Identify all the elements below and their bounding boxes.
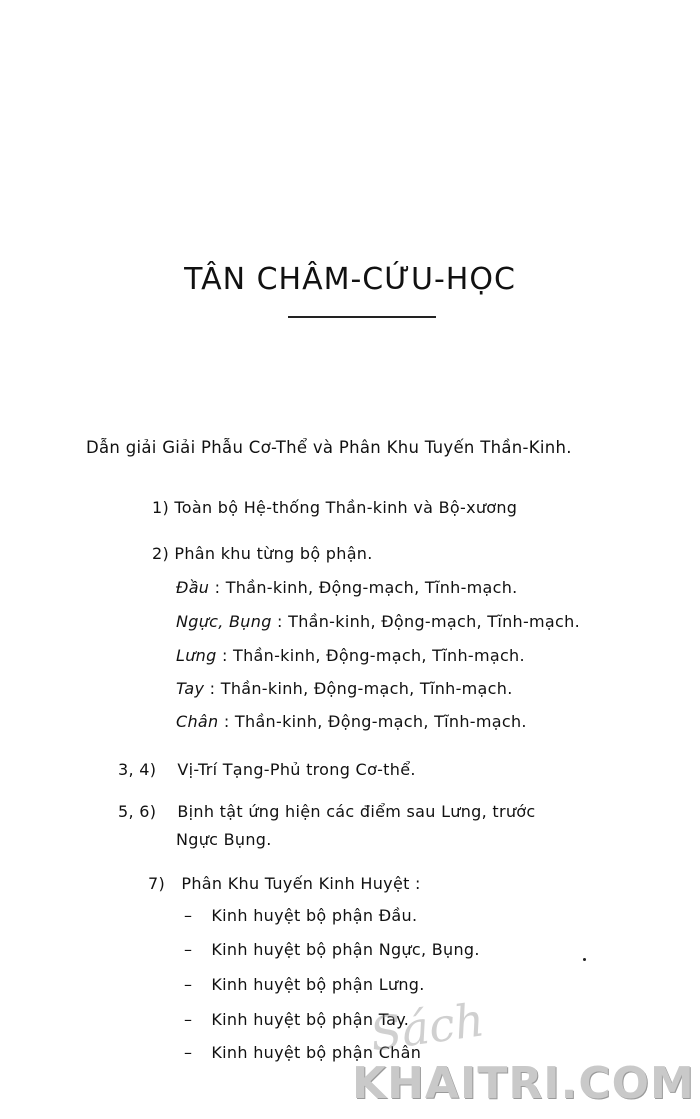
list-item xyxy=(148,874,421,893)
dash-marker: – xyxy=(184,975,193,994)
sub-item-text: : Thần-kinh, Động-mạch, Tĩnh-mạch. xyxy=(214,578,518,597)
item-text: Vị-Trí Tạng-Phủ trong Cơ-thể. xyxy=(177,760,416,779)
item-number: 7) xyxy=(148,874,166,893)
sub-item xyxy=(176,612,580,631)
item-number: 3, 4) xyxy=(118,760,157,779)
dash-item xyxy=(184,940,480,959)
page-title: TÂN CHÂM-CỨU-HỌC xyxy=(184,262,516,297)
body-part-label: Chân xyxy=(176,712,219,731)
watermark-logo: KHAITRI.COM xyxy=(352,1058,695,1109)
sub-item-text: : Thần-kinh, Động-mạch, Tĩnh-mạch. xyxy=(209,679,513,698)
sub-item xyxy=(176,578,518,597)
item-number: 5, 6) xyxy=(118,802,157,821)
dash-item-text: Kinh huyệt bộ phận Chân xyxy=(211,1043,422,1062)
dash-marker: – xyxy=(184,940,193,959)
item-number: 1) xyxy=(152,498,170,517)
dash-item-text: Kinh huyệt bộ phận Đầu. xyxy=(211,906,418,925)
item-number: 2) xyxy=(152,544,170,563)
dash-item xyxy=(184,975,425,994)
item-text: Bịnh tật ứng hiện các điểm sau Lưng, trước xyxy=(177,802,536,821)
watermark-script: Sách xyxy=(366,992,488,1062)
item-text: Phân khu từng bộ phận. xyxy=(174,544,373,563)
sub-item xyxy=(176,646,525,665)
dash-marker: – xyxy=(184,906,193,925)
sub-item xyxy=(176,712,527,731)
list-item xyxy=(118,802,535,821)
item-text: Toàn bộ Hệ-thống Thần-kinh và Bộ-xương xyxy=(174,498,518,517)
list-item-continuation xyxy=(176,830,272,849)
body-part-label: Tay xyxy=(176,679,205,698)
dash-marker: – xyxy=(184,1010,193,1029)
sub-item-text: : Thần-kinh, Động-mạch, Tĩnh-mạch. xyxy=(277,612,580,631)
item-text: Phân Khu Tuyến Kinh Huyệt : xyxy=(181,874,421,893)
dash-marker: – xyxy=(184,1043,193,1062)
dash-item xyxy=(184,906,417,925)
body-part-label: Lưng xyxy=(176,646,217,665)
body-part-label: Đầu xyxy=(176,578,210,597)
list-item xyxy=(152,498,517,517)
sub-item-text: : Thần-kinh, Động-mạch, Tĩnh-mạch. xyxy=(223,712,527,731)
sub-item-text: : Thần-kinh, Động-mạch, Tĩnh-mạch. xyxy=(221,646,525,665)
title-underline xyxy=(288,316,436,318)
dash-item-text: Kinh huyệt bộ phận Lưng. xyxy=(211,975,425,994)
dash-item-text: Kinh huyệt bộ phận Tay. xyxy=(211,1010,410,1029)
body-part-label: Ngực, Bụng xyxy=(176,612,272,631)
dash-item-text: Kinh huyệt bộ phận Ngực, Bụng. xyxy=(211,940,480,959)
intro-line: Dẫn giải Giải Phẫu Cơ-Thể và Phân Khu Tuyến Thần-Kinh. xyxy=(86,438,572,457)
ink-speck xyxy=(583,958,586,961)
list-item xyxy=(118,760,416,779)
sub-item xyxy=(176,679,513,698)
item-text: Ngực Bụng. xyxy=(176,830,272,849)
list-item xyxy=(152,544,373,563)
